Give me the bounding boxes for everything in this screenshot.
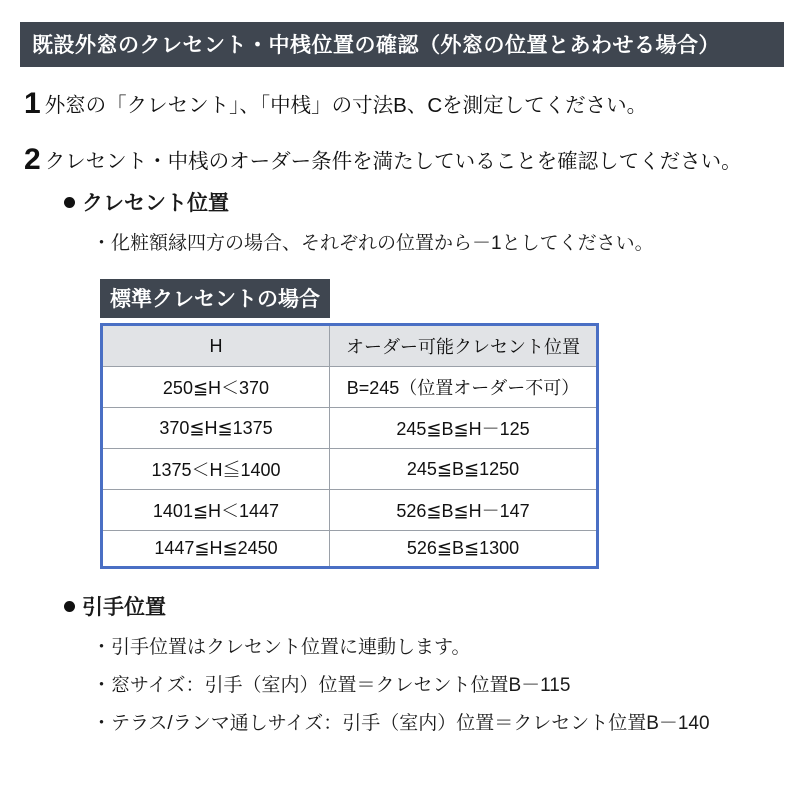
handle-position-note-3-text: ・テラス/ランマ通しサイズ：引手（室内）位置＝クレセント位置B－140 (92, 713, 710, 734)
step-1-number: 1 (24, 87, 41, 120)
table-header-position: オーダー可能クレセント位置 (330, 325, 598, 367)
table-row (102, 408, 598, 449)
table-row (102, 531, 598, 568)
table-row (102, 449, 598, 490)
table-cell-position: 526≦B≦H－147 (330, 490, 598, 531)
table-cell-h: 370≦H≦1375 (102, 408, 330, 449)
handle-position-heading-label: 引手位置 (82, 596, 166, 619)
standard-crescent-table-block (100, 279, 782, 569)
step-1-text: 外窓の「クレセント」、「中桟」の寸法B、Cを測定してください。 (44, 94, 648, 118)
table-cell-h: 1447≦H≦2450 (102, 531, 330, 568)
table-cell-position: 245≦B≦1250 (330, 449, 598, 490)
table-cell-h: 1401≦H＜1447 (102, 490, 330, 531)
step-2-text: クレセント・中桟のオーダー条件を満たしていることを確認してください。 (44, 150, 742, 174)
handle-position-note-2-text: ・窓サイズ：引手（室内）位置＝クレセント位置B－115 (92, 675, 571, 696)
bullet-dot-icon (64, 197, 75, 208)
handle-position-heading (64, 591, 782, 621)
handle-position-note-1-text: ・引手位置はクレセント位置に連動します。 (92, 637, 471, 658)
crescent-position-note (92, 228, 782, 255)
table-row (102, 367, 598, 408)
step-2 (24, 145, 782, 175)
crescent-position-note-text: ・化粧額縁四方の場合、それぞれの位置から－1としてください。 (92, 233, 654, 254)
page-title-banner: 既設外窓のクレセント・中桟位置の確認（外窓の位置とあわせる場合） (20, 22, 784, 67)
crescent-position-heading-label: クレセント位置 (82, 192, 229, 215)
table-cell-position: 245≦B≦H－125 (330, 408, 598, 449)
table-header-h: H (102, 325, 330, 367)
standard-crescent-table (100, 323, 599, 569)
handle-position-note-3 (92, 708, 782, 735)
step-1 (24, 89, 782, 119)
step-2-number: 2 (24, 143, 41, 176)
crescent-position-heading (64, 187, 782, 217)
table-cell-h: 1375＜H≦1400 (102, 449, 330, 490)
table-title: 標準クレセントの場合 (100, 279, 330, 318)
table-cell-position: B=245（位置オーダー不可） (330, 367, 598, 408)
handle-position-note-2 (92, 670, 782, 697)
bullet-dot-icon (64, 601, 75, 612)
handle-position-note-1 (92, 632, 782, 659)
table-cell-position: 526≦B≦1300 (330, 531, 598, 568)
table-header-row (102, 325, 598, 367)
table-row (102, 490, 598, 531)
table-cell-h: 250≦H＜370 (102, 367, 330, 408)
